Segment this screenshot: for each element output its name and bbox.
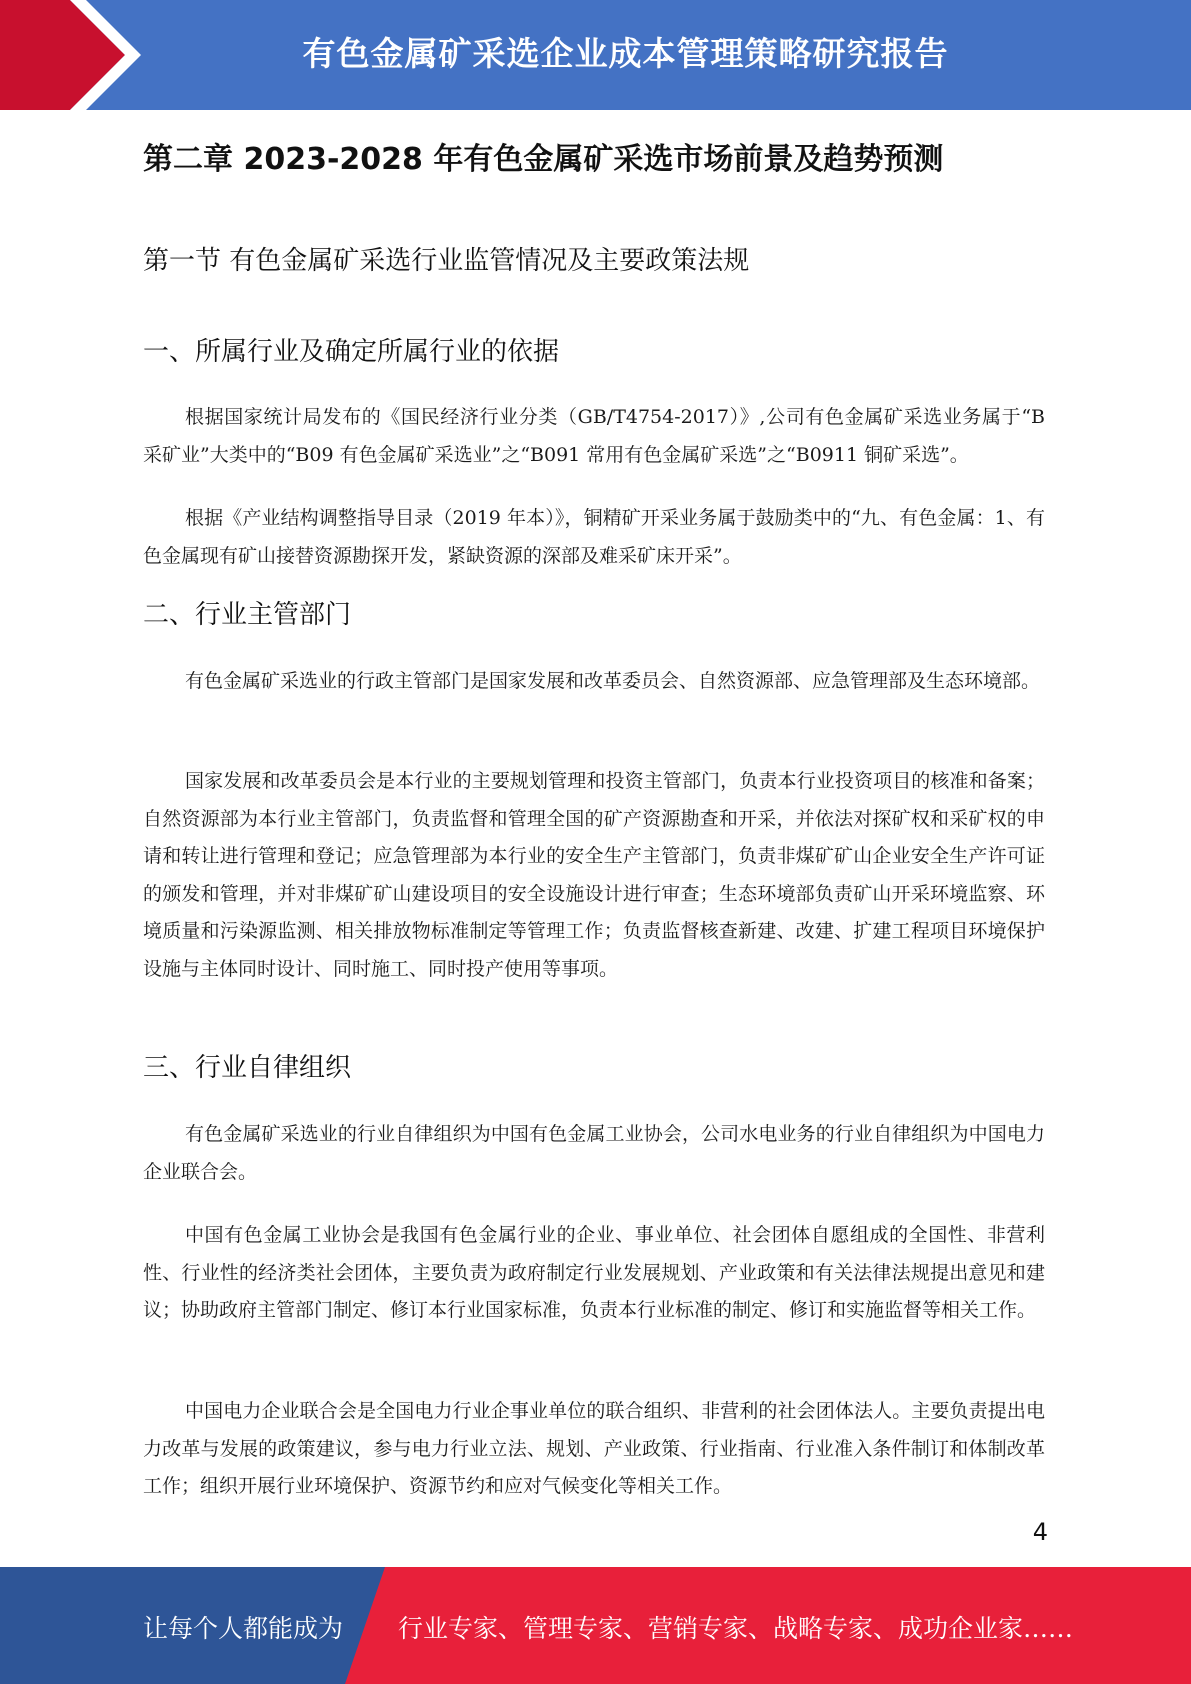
header-arrow-icon [0,0,160,110]
heading-industry-classification: 一、所属行业及确定所属行业的依据 [143,337,560,367]
paragraph: 根据国家统计局发布的《国民经济行业分类（GB/T4754-2017）》,公司有色金属矿采选业务属于“B 采矿业”大类中的“B09 有色金属矿采选业”之“B091 常用有色金属矿采选”之“B0911 铜矿采选”。 [143,406,1045,466]
paragraph: 中国有色金属工业协会是我国有色金属行业的企业、事业单位、社会团体自愿组成的全国性、非营利性、行业性的经济类社会团体，主要负责为政府制定行业发展规划、产业政策和有关法律法规提出意见和建议；协助政府主管部门制定、修订本行业国家标准，负责本行业标准的制定、修订和实施监督等相关工作。 [143,1224,1045,1322]
heading-self-regulatory-organization: 三、行业自律组织 [143,1053,352,1083]
report-title: 有色金属矿采选企业成本管理策略研究报告 [302,34,949,73]
paragraph: 有色金属矿采选业的行政主管部门是国家发展和改革委员会、自然资源部、应急管理部及生态环境部。 [185,670,1041,692]
paragraph: 国家发展和改革委员会是本行业的主要规划管理和投资主管部门，负责本行业投资项目的核准和备案；自然资源部为本行业主管部门，负责监督和管理全国的矿产资源勘查和开采，并依法对探矿权和采矿权的申请和转让进行管理和登记；应急管理部为本行业的安全生产主管部门，负责非煤矿矿山企业安全生产许可证的颁发和管理，并对非煤矿矿山建设项目的安全设施设计进行审查；生态环境部负责矿山开采环境监察、环境质量和污染源监测、相关排放物标准制定等管理工作；负责监督核查新建、改建、扩建工程项目环境保护设施与主体同时设计、同时施工、同时投产使用等事项。 [143,770,1045,980]
section-title: 第一节 有色金属矿采选行业监管情况及主要政策法规 [143,246,750,276]
footer-slogan-left: 让每个人都能成为 [143,1614,344,1643]
paragraph: 根据《产业结构调整指导目录（2019 年本）》，铜精矿开采业务属于鼓励类中的“九、有色金属：1、有色金属现有矿山接替资源勘探开发，紧缺资源的深部及难采矿床开采”。 [143,507,1045,567]
chapter-title: 第二章 2023-2028 年有色金属矿采选市场前景及趋势预测 [143,142,944,177]
footer-slogan-right: 行业专家、管理专家、营销专家、战略专家、成功企业家…… [398,1614,1074,1643]
paragraph: 中国电力企业联合会是全国电力行业企事业单位的联合组织、非营利的社会团体法人。主要负责提出电力改革与发展的政策建议，参与电力行业立法、规划、产业政策、行业指南、行业准入条件制订和体制改革工作；组织开展行业环境保护、资源节约和应对气候变化等相关工作。 [143,1400,1045,1498]
paragraph: 有色金属矿采选业的行业自律组织为中国有色金属工业协会，公司水电业务的行业自律组织为中国电力企业联合会。 [143,1123,1045,1183]
page-number: 4 [1032,1518,1048,1546]
page-header [0,0,1191,110]
page-footer [0,1567,1191,1684]
heading-regulatory-authority: 二、行业主管部门 [143,600,352,630]
